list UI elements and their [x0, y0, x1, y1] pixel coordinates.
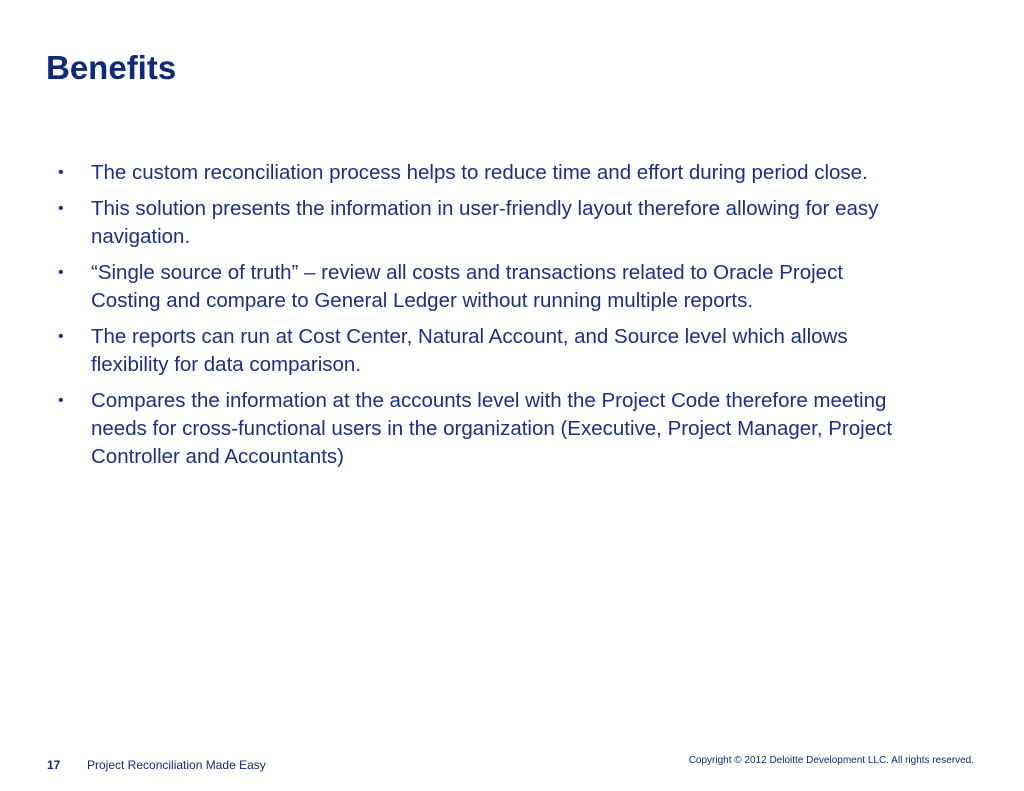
slide-title: Benefits	[46, 49, 177, 86]
bullet-item	[58, 323, 918, 379]
bullet-text: Compares the information at the accounts level with the Project Code therefore meeting needs for cross-functional users in the organization (Executive, Project Manager, Project Controller and Accountants)	[91, 389, 893, 468]
copyright-notice: Copyright © 2012 Deloitte Development LLC. All rights reserved.	[688, 755, 974, 766]
bullet-text: This solution presents the information in user-friendly layout therefore allowing for easy navigation.	[91, 197, 879, 248]
bullet-icon: •	[58, 392, 64, 409]
bullet-item	[58, 259, 918, 315]
page-number: 17	[47, 758, 61, 772]
bullet-icon: •	[58, 328, 64, 345]
bullet-item	[58, 195, 918, 251]
bullet-text: “Single source of truth” – review all costs and transactions related to Oracle Project Costing and compare to General Ledger without running multiple reports.	[91, 261, 844, 312]
bullet-icon: •	[58, 264, 64, 281]
footer-presentation-title: Project Reconciliation Made Easy	[87, 758, 266, 772]
bullet-text: The custom reconciliation process helps to reduce time and effort during period close.	[91, 161, 868, 184]
bullet-icon: •	[58, 200, 64, 217]
bullet-item	[58, 387, 918, 471]
benefits-bullet-list	[58, 159, 918, 479]
bullet-icon: •	[58, 164, 64, 181]
bullet-item	[58, 159, 918, 187]
bullet-text: The reports can run at Cost Center, Natural Account, and Source level which allows flexibility for data comparison.	[91, 325, 848, 376]
